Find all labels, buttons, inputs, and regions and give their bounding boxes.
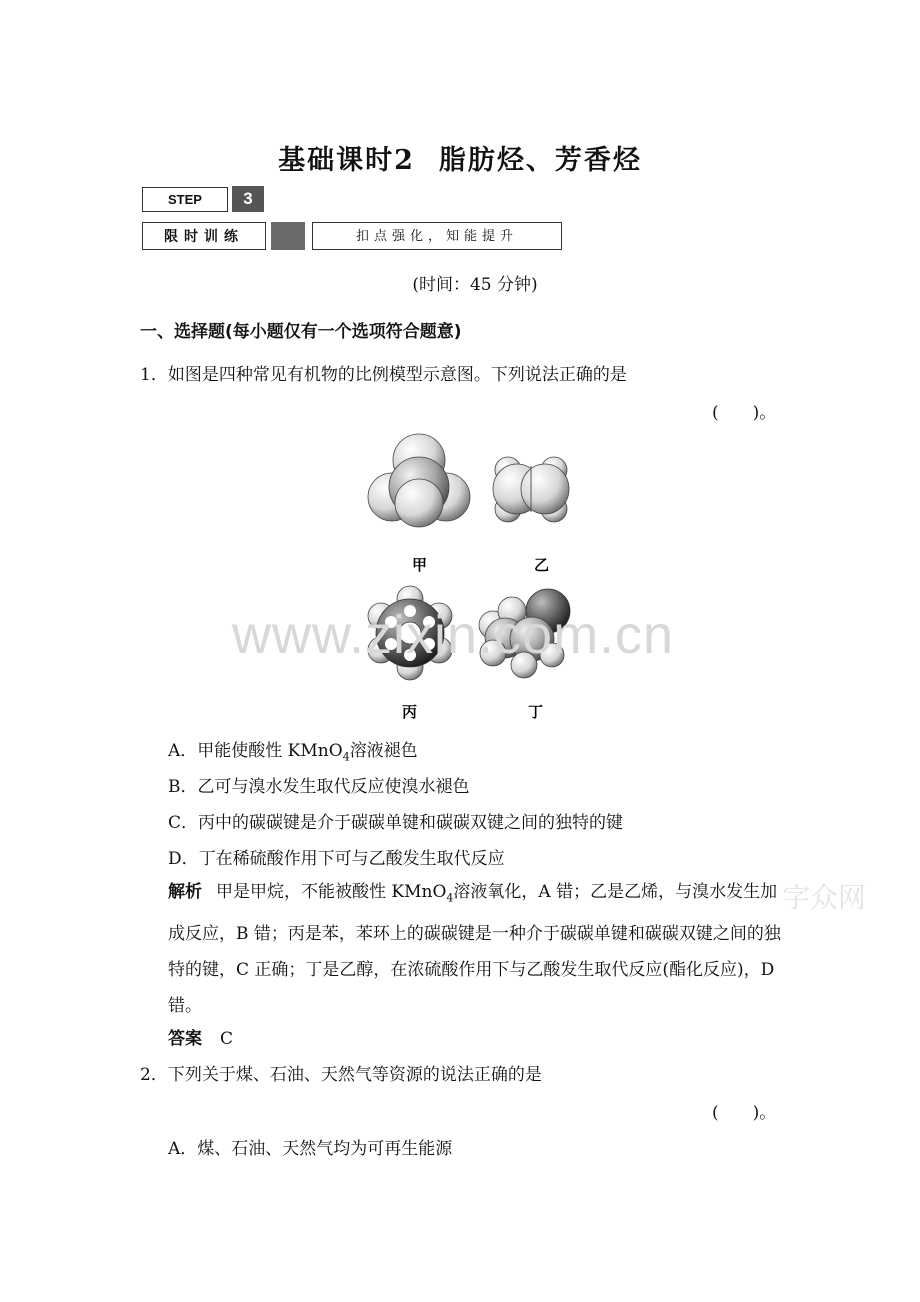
question-2-option-a: A．煤、石油、天然气均为可再生能源 [168, 1139, 453, 1159]
question-2-stem: 2．下列关于煤、石油、天然气等资源的说法正确的是 [140, 1065, 542, 1085]
step-label: STEP [142, 187, 228, 212]
lesson-number: 基础课时2 [278, 145, 415, 176]
divider-block [271, 222, 305, 250]
option-b: B．乙可与溴水发生取代反应使溴水褪色 [168, 777, 470, 797]
question-2-answer-blank: ( )。 [712, 1103, 777, 1123]
question-1-answer-blank: ( )。 [712, 403, 777, 423]
lesson-topic: 脂肪烃、芳香烃 [438, 145, 642, 176]
methane-model [368, 434, 470, 527]
page-title [0, 138, 920, 177]
label-bing: 丙 [402, 703, 418, 721]
step-number: 3 [232, 186, 264, 212]
analysis-label: 解析 [168, 882, 202, 902]
question-1-analysis: 解析 甲是甲烷，不能被酸性 KMnO$_4$溶液氧化，A 错；乙是乙烯，与溴水发生加成反应，B 错；丙是苯，苯环上的碳碳键是一种介于碳碳单键和碳碳双键之间的独特的键，C 正确；丁是乙醇，在浓硫酸作用下与乙酸发生取代反应(酯化反应)，D 错。 [168, 882, 781, 1017]
label-jia: 甲 [412, 556, 428, 574]
watermark-secondary: 字众网 [782, 881, 867, 914]
label-ding: 丁 [528, 703, 544, 721]
label-yi: 乙 [534, 556, 550, 574]
section-heading: 一、选择题(每小题仅有一个选项符合题意) [140, 322, 462, 342]
option-a: A．甲能使酸性 KMnO$_4$溶液褪色 [168, 741, 418, 764]
slogan: 扣点强化，知能提升 [312, 222, 562, 250]
molecule-models-figure [360, 425, 590, 725]
ethylene-model [493, 457, 569, 522]
watermark: www.zixin.com.cn [232, 605, 675, 665]
time-note: (时间：45 分钟) [412, 275, 538, 295]
option-c: C．丙中的碳碳键是介于碳碳单键和碳碳双键之间的独特的键 [168, 813, 624, 833]
option-d: D．丁在稀硫酸作用下可与乙酸发生取代反应 [168, 849, 505, 869]
question-1-stem: 1．如图是四种常见有机物的比例模型示意图。下列说法正确的是 [140, 365, 627, 385]
section-name: 限时训练 [142, 222, 266, 250]
question-1-answer: 答案 C [168, 1029, 234, 1049]
